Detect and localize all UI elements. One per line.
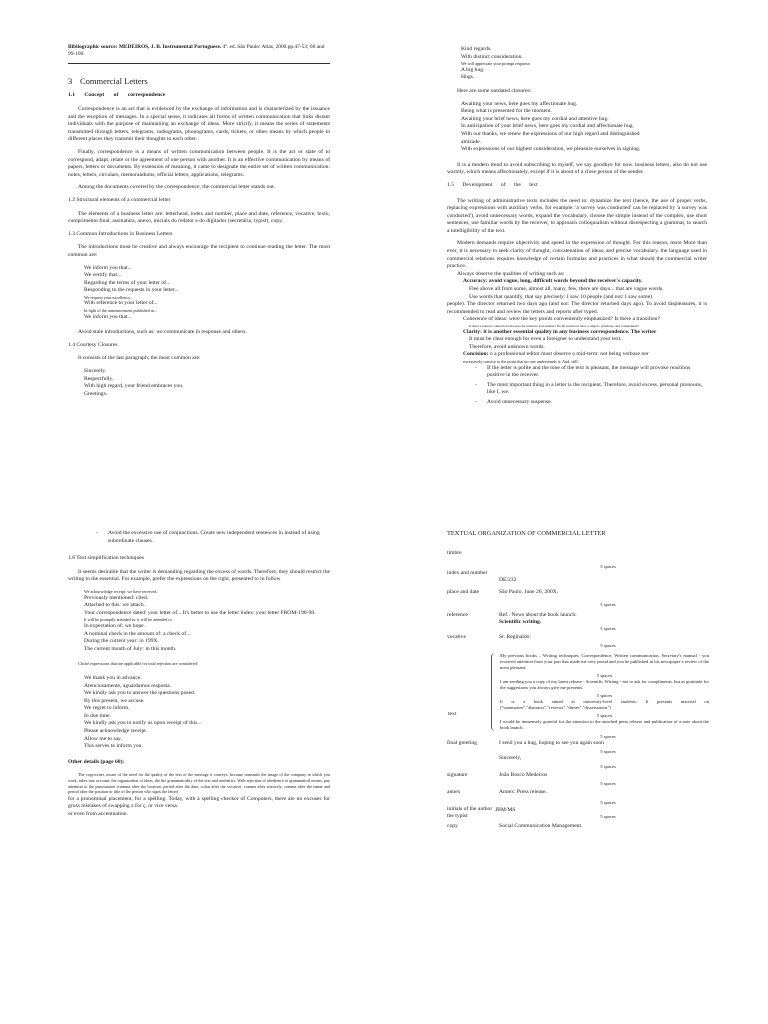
- dash-list: [96, 530, 330, 545]
- paragraph: It is a book aimed at university-level students. It presents material on ["summaries","abstracts","reviews","theses","dissertations"]: [500, 698, 709, 710]
- quality-concision: [463, 351, 707, 359]
- paragraph: The copywriter, aware of the need for the quality of the text of the message it conveys, because transmits the image of the company in which you work, takes into account: the organization of ideas, the the grammaticality of the text and aesthetics. With rejection of obedience to grammatical norms, pay attention to the punctuation (comma after the location, period after the date, colon after the vocative, comma after sincerely, comma after the name and period after the position or title of the person who signs the letter): [68, 772, 330, 795]
- list-item: We kindly ask you to answer the questions posed.: [84, 690, 196, 697]
- spacing-note: 5 spaces: [600, 733, 616, 739]
- introductions-list: [84, 265, 330, 322]
- section-1-1-heading: 1.1 Concept of correspondence: [68, 92, 166, 99]
- timbre-label: timbre: [447, 550, 462, 556]
- section-1-4-heading: 1.4 Courtesy Closures: [68, 341, 118, 348]
- list-item: In anticipation of your brief news, here goes my cordial and affectionate hug.: [461, 123, 634, 130]
- reference-value: [499, 612, 699, 627]
- clarity-line: Therefore, avoid unknown words.: [469, 343, 545, 350]
- page-2: [447, 46, 707, 409]
- signature-value: João Bosco Medeiros: [499, 771, 548, 778]
- paragraph: The elements of a business letter are: letterhead, index and number, place and date, reference, vocative, texto, cumprimento final, assinatura, anexo, iniciais do redator e do digitador (secretária, typist), copy.: [68, 210, 330, 225]
- list-item-text: Avoid unnecessary suspense.: [487, 398, 552, 405]
- paragraph: I am sending you a copy of my latest release - Scientific Writing - not to ask for compliments, but as gratitude for the suggestions you always give me presents.: [500, 678, 709, 690]
- spacing-note: 5 spaces: [600, 642, 616, 648]
- paragraph: Here are some outdated closures:: [457, 87, 532, 94]
- list-item: Your correspondence dated: your letter of... It's better to use the letter index: your letter FROM-190-98.: [84, 609, 316, 616]
- concision-dash-list: [475, 365, 707, 407]
- list-item: With distinct consideration.: [461, 53, 523, 60]
- cliche-intro: Cliché expressions that are applicable for total rejection are considered:: [78, 661, 198, 667]
- section-1-5-heading: 1.5 Development of the text: [447, 181, 538, 188]
- chapter-heading: [68, 76, 330, 87]
- spacing-note: 5 spaces: [600, 625, 616, 631]
- page-4: [447, 530, 709, 832]
- list-item: We inform you that...: [84, 264, 132, 271]
- paragraph: The writing of administrative texts includes the need to: dynamize the text (hence, the use of proper verbs, replacing expressions with auxiliary verbs, for example: 'a survey was conducted' can be replaced by 'a survey was conducted'), avoid unnecessary words, expand the vocabulary, choose the simple instead of the complex, use short sentences, use familiar words by the receiver, to approach colloquialism without disrespecting a grammar, to search a intelligibility of the text.: [447, 197, 707, 234]
- reference-bold: Scientific writing.: [499, 619, 542, 626]
- index-row: [447, 570, 709, 583]
- closures-list: [84, 368, 330, 398]
- spacing-note: 5 spaces: [600, 799, 616, 805]
- list-item: We kindly ask you to notify us upon receipt of this...: [84, 720, 202, 727]
- list-item: With reference to your letter of...: [84, 300, 158, 307]
- initials-row: [447, 806, 709, 820]
- list-item: We regret to inform.: [84, 705, 130, 712]
- list-item: - Avoid the excessive use of conjunctions. Create new independent sentences in instead of using subordinate clauses.: [96, 530, 330, 545]
- reference-row: [447, 612, 709, 626]
- annex-label: annex: [447, 788, 461, 795]
- sincerely-row: [447, 755, 709, 764]
- list-item: Greetings.: [84, 390, 108, 397]
- list-item: In expectation of: we hope.: [84, 622, 146, 629]
- spacing-note: 5 spaces: [600, 601, 616, 607]
- biblio-rest: 4ª. ed. São Paulo: Atlas, 2000.pp.47-53; 60 and 99-100.: [68, 44, 325, 58]
- quality-coherence: Coherence of ideas: were the key points conveniently emphasized? Is there a transition?: [463, 316, 660, 323]
- simplification-list: [84, 589, 330, 653]
- paragraph: Among the documents covered by the correspondence, the commercial letter stands out.: [78, 184, 276, 191]
- accuracy-line: Use words that quantify, that say precisely: I saw 10 people (and not: I saw some): [469, 293, 652, 300]
- annex-row: [447, 789, 709, 798]
- clarity-line: It must be clear enough for even a foreigner to understand your text.: [469, 336, 622, 343]
- list-item: Atenciosamente, aguardamos resposta.: [84, 682, 171, 689]
- list-item: A big hug.: [461, 66, 485, 73]
- spacing-note: 5 spaces: [600, 748, 616, 754]
- cliche-list: [84, 675, 330, 751]
- spacing-note: 5 spaces: [600, 563, 616, 569]
- paragraph: My previous books – Writing techniques, Correspondence, Written communication, Secretary's manual - you received attention from your part that made me very proud and you he published in his newspaper a review of the most pleasant.: [500, 652, 709, 670]
- paragraph: Correspondence is an act that is evidenced by the exchange of information and is characterized by the issuance and the reception of messages. In a special sense, it indicates all forms of written communication that links distant individuals with the purpose of maintaining an exchange of ideas. More strictly, it means the series of statements transmitted through letters, telegrams, radiograms, phonograms, cards, tickets, or other means by which people in different places they transmit their thoughts to each other.: [68, 106, 330, 143]
- page-title: TEXTUAL ORGANIZATION OF COMMERCIAL LETTER: [447, 530, 606, 537]
- list-item: Attached to this: we attach.: [84, 602, 146, 609]
- vocative-row: [447, 634, 709, 643]
- paragraph: Finally, correspondence is a means of written communication between people. It is the act or state of to correspond, adapt, relate or the agreement of one person with another. It is an effective communication by means of papers, letters or documents. By extension of meaning, it came to designate the entire set of written communication: notes, letters, circulars, memorandums, official letters, applications, telegrams.: [68, 148, 330, 178]
- list-item: We thank you in advance.: [84, 674, 142, 681]
- reference-text: Ref.: News about the book launch:: [499, 611, 577, 618]
- list-item: With expressions of our highest consideration, we pleasure ourselves in signing.: [461, 146, 641, 153]
- list-item: amizade.: [461, 138, 482, 145]
- index-label: index and number: [447, 569, 488, 576]
- list-item: We request your excellency...: [84, 294, 134, 300]
- list-item: In due time.: [84, 712, 111, 719]
- list-item: During the current year: in 199X.: [84, 638, 159, 645]
- spacing-note: 5 spaces: [600, 813, 616, 819]
- spacing-note: 5 spaces: [600, 780, 616, 786]
- list-item: We inform you that...: [84, 313, 132, 320]
- list-item: By this present, we accuse.: [84, 697, 145, 704]
- quality-clarity: Clarity: it is another essential quality in any business correspondence. The writer: [463, 328, 657, 335]
- section-1-3-heading: 1.3 Common Introductions in Business Letters: [68, 230, 173, 237]
- paragraph: It is a modern trend to avoid subscribing to myself, we say goodbye for now. business letters, also do not use warmly, which means affectionately, except if it is about of a close person of the sender.: [447, 161, 707, 176]
- paragraph: Modern demands require objectivity and speed in the expression of thought. For this reason, more More than ever, it is necessary to seek clarity of thought, concatenation of ideas, and precise vocabulary. the language used in commercial relations requires knowledge of certain formulas and practices in what should the commercial writer practice.: [447, 240, 707, 270]
- copy-label: copy: [447, 822, 458, 829]
- list-item: Being what is presented for the moment.: [461, 108, 552, 115]
- vocative-label: vocative: [447, 633, 466, 640]
- spacing-note: 5 spaces: [596, 712, 613, 718]
- list-item: Hugs.: [461, 74, 475, 81]
- copy-value: Social Communication Management.: [499, 822, 583, 829]
- place-row: [447, 589, 709, 598]
- paragraph: Avoid stale introductions, such as: we communicate in response and others.: [78, 329, 247, 336]
- paragraph: I would be immensely grateful for the attention to the attached press release and publication of a note about the book launch.: [500, 718, 709, 730]
- sincerely-text: Sincerely,: [499, 754, 522, 761]
- signature-label: signature: [447, 771, 468, 778]
- paragraph: The introductions must be creative and always encourage the recipient to continue reading the letter. The most common are:: [68, 244, 330, 258]
- paragraph: or even from accentuation.: [68, 811, 128, 817]
- initials-value: JBM/MS: [495, 806, 516, 813]
- list-item: Previously mentioned: cited.: [84, 594, 149, 601]
- biblio-label: Bibliographic source: MEDEIROS, J. B. Instrumental Portuguese.: [68, 44, 222, 50]
- page-3: [68, 530, 330, 824]
- list-item: We certify that...: [84, 272, 122, 279]
- list-item: - Avoid unnecessary suspense.: [475, 398, 552, 405]
- initials-label: initials of the author the typist: [447, 805, 493, 820]
- spacing-note: 5 spaces: [596, 672, 613, 678]
- section-1-2-heading: 1.2 Structural elements of a commercial letter: [68, 196, 171, 203]
- list-item-text: If the letter is polite and the tone of the text is pleasant, the message will provoke reactions positive in the receiver.: [487, 364, 691, 379]
- list-item-text: Avoid the excessive use of conjunctions. Create new independent sentences in instead of using subordinate clauses.: [108, 530, 320, 544]
- letter-text-block: [448, 652, 709, 731]
- spacing-note: 5 spaces: [596, 692, 613, 698]
- list-item: Regarding the terms of your letter of...: [84, 279, 171, 286]
- text-label: text: [448, 710, 457, 717]
- list-item: Awaiting your brief news, here goes my cordial and attentive hug.: [461, 115, 609, 122]
- chapter-title: Commercial Letters: [80, 76, 148, 87]
- quality-accuracy: Accuracy: avoid vague, long, difficult words beyond the receiver's capacity.: [463, 278, 643, 285]
- paragraph: for a pronominal placement, for a spelling. Today, with a spelling checker of Computers, there are no excuses for gross mistakes of swapping z for ç, or vice versa.: [68, 795, 330, 810]
- coherence-note: Is there a natural connection between one sentence and another? Do all sentences have a subject, predicate, and complement?: [469, 324, 640, 328]
- bibliographic-source: [68, 44, 330, 64]
- list-item: We will appreciate your prompt response.: [461, 61, 531, 67]
- list-item: - If the letter is polite and the tone of the text is pleasant, the message will provoke reactions positive in the receiver.: [475, 365, 707, 380]
- list-item: With high regard, your friend embraces you.: [84, 383, 184, 390]
- vocative-value: Sr. Reginaldo:: [499, 633, 532, 640]
- signature-row: [447, 772, 709, 781]
- list-item: We acknowledge receipt: we have received.: [84, 588, 158, 594]
- list-item: This serves to inform you.: [84, 743, 143, 750]
- list-item: - The most important thing in a letter is the recipient. Therefore, avoid excess. personal pronouns, like I, we.: [475, 382, 707, 397]
- final-greeting-label: final greeting: [447, 739, 477, 746]
- concision-label: Concision:: [463, 351, 489, 358]
- spacing-note: 5 spaces: [600, 763, 616, 769]
- list-item: With our thanks, we renew the expressions of our high regard and distinguished: [461, 130, 640, 137]
- other-details-heading: Other details (page 60):: [68, 758, 125, 765]
- reference-label: reference: [447, 611, 468, 618]
- list-item: Sincerely.: [84, 368, 107, 375]
- list-item: Responding to the requests in your letter...: [84, 287, 179, 294]
- concision-note: excessively concise to the point that no one understands it. And, still:: [463, 358, 579, 364]
- closures-list-continued: [461, 46, 707, 82]
- list-item: Allow me to say.: [84, 735, 122, 742]
- final-greeting-row: [447, 740, 709, 749]
- list-item: The current month of July: in this month.: [84, 645, 177, 652]
- place-value: São Paulo, June 26, 200X.: [499, 588, 559, 595]
- list-item: A nominal check in the amount of: a check of...: [84, 630, 191, 637]
- annex-value: Annex: Press release.: [499, 788, 547, 795]
- accuracy-line: Flee above all from some, almost all, many, few, there are days... that are vague words.: [469, 286, 664, 293]
- list-item: Awaiting your news, here goes my affectionate hug.: [461, 100, 578, 107]
- section-1-6-heading: 1.6 Text simplification techniques: [68, 555, 144, 562]
- list-item: It will be promptly attended to: it will be attended to.: [84, 617, 173, 623]
- list-item: In light of the announcement published in...: [84, 308, 158, 314]
- concision-text: o a professional editor must observe o mid-term: not being verbose nor: [488, 351, 649, 358]
- index-value: DE/232: [499, 576, 517, 583]
- place-label: place and date: [447, 588, 479, 595]
- paragraph: It seems desirable that the writer is demanding regarding the excess of words. Therefore, they should restrict the writing to the essential. For example, prefer the expressions on the right, presented to in follow: [68, 568, 330, 583]
- final-greeting-value: I send you a hug, hoping to see you again soon: [499, 739, 604, 746]
- list-item: Kind regards.: [461, 46, 492, 52]
- list-item: Please acknowledge receipt.: [84, 728, 148, 735]
- list-item-text: The most important thing in a letter is the recipient. Therefore, avoid excess. personal pronouns, like I, we.: [487, 381, 703, 396]
- qualities-intro: Always observe the qualities of writing such as:: [457, 270, 565, 277]
- copy-row: [447, 823, 709, 832]
- paragraph: It consists of the last paragraph; the most common are:: [78, 355, 201, 362]
- outdated-closures-list: [461, 101, 707, 154]
- list-item: Respectfully.: [84, 375, 114, 382]
- page-1: [68, 44, 330, 406]
- accuracy-line: people). The director returned two days ago (and not: The director returned days ago). To avoid displeasures, it is recommended to read and review the letters and reports after typed.: [447, 301, 707, 315]
- chapter-number: 3: [68, 76, 73, 87]
